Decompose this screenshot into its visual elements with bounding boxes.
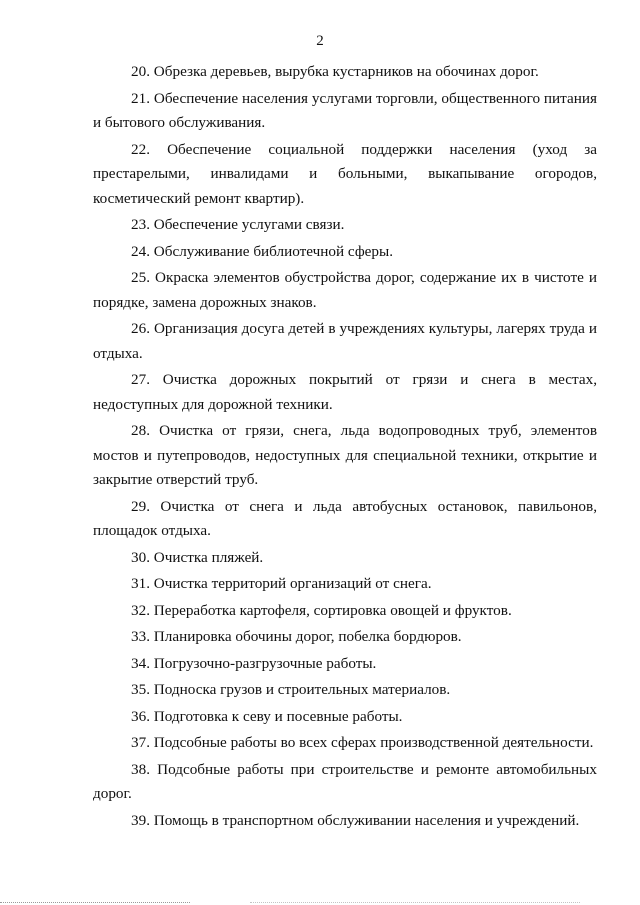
list-item: 37. Подсобные работы во всех сферах производственной деятельности.: [131, 734, 594, 751]
page-number: 2: [316, 33, 324, 49]
list-item: 39. Помощь в транспортном обслуживании населения и учреждений.: [131, 811, 580, 829]
list-item: 29. Очистка от снега и льда автобусных остановок, павильонов, площадок отдыха.: [93, 497, 597, 539]
list-item: 26. Организация досуга детей в учреждениях культуры, лагерях труда и отдыха.: [93, 320, 597, 362]
list-item: 20. Обрезка деревьев, вырубка кустарников на обочинах дорог.: [131, 63, 539, 80]
list-item: 35. Подноска грузов и строительных материалов.: [131, 681, 451, 698]
list-item: 27. Очистка дорожных покрытий от грязи и снега в местах, недоступных для дорожной техники.: [93, 371, 597, 413]
scan-edge-line: [250, 902, 580, 903]
scan-edge-line: [0, 902, 190, 903]
list-item: 38. Подсобные работы при строительстве и ремонте автомобильных дорог.: [93, 760, 597, 802]
list-item: 21. Обеспечение населения услугами торговли, общественного питания и бытового обслуживания.: [93, 89, 597, 131]
list-item: 28. Очистка от грязи, снега, льда водопроводных труб, элементов мостов и путепроводов, недоступных для специальной техники, открытие и закрытие отверстий труб.: [93, 422, 597, 488]
list-item: 31. Очистка территорий организаций от снега.: [131, 575, 432, 592]
list-item: 36. Подготовка к севу и посевные работы.: [131, 707, 403, 725]
list-item: 34. Погрузочно-разгрузочные работы.: [131, 654, 377, 672]
list-item: 32. Переработка картофеля, сортировка овощей и фруктов.: [131, 601, 512, 619]
list-body: [93, 60, 597, 835]
list-item: 30. Очистка пляжей.: [131, 548, 264, 566]
list-item: 22. Обеспечение социальной поддержки населения (уход за престарелыми, инвалидами и больными, выкапывание огородов, косметический ремонт квартир).: [93, 140, 597, 207]
list-item: 33. Планировка обочины дорог, побелка бордюров.: [131, 628, 462, 645]
list-item: 24. Обслуживание библиотечной сферы.: [131, 242, 394, 260]
list-item: 23. Обеспечение услугами связи.: [131, 216, 345, 233]
list-item: 25. Окраска элементов обустройства дорог, содержание их в чистоте и порядке, замена дорожных знаков.: [93, 269, 597, 311]
